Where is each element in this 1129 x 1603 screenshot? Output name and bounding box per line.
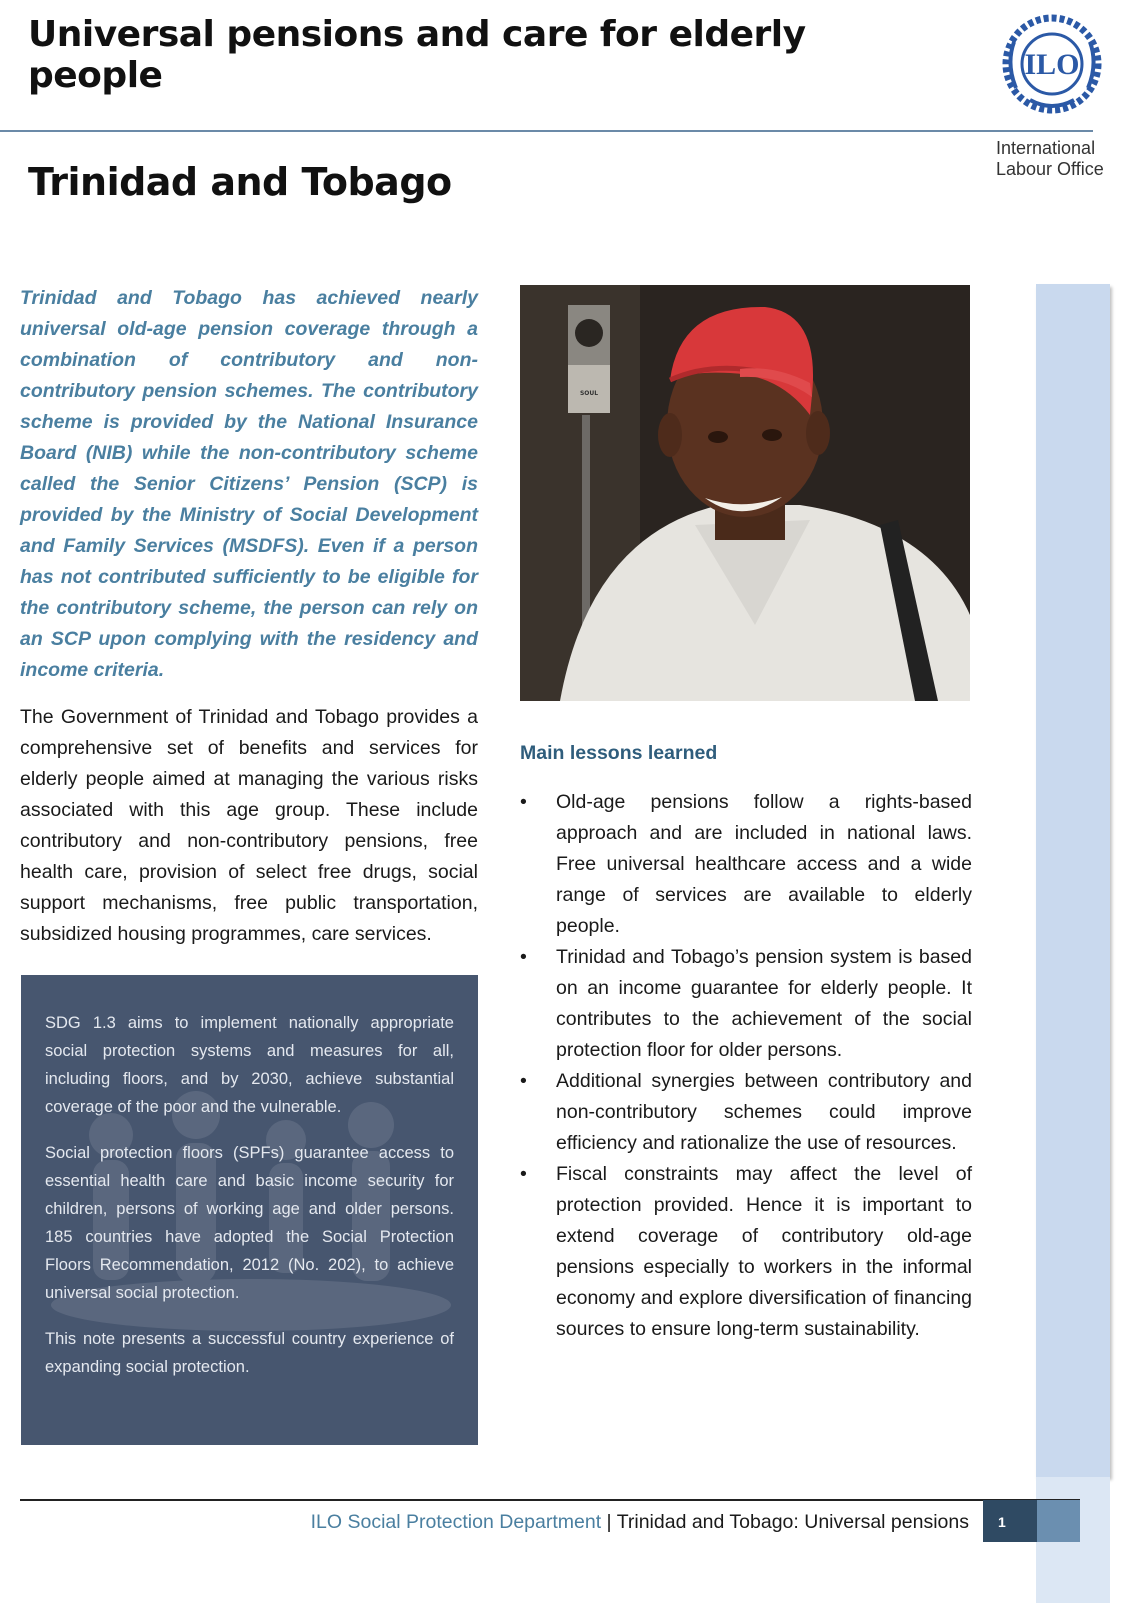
footer-divider — [20, 1499, 1080, 1501]
intro-paragraph: Trinidad and Tobago has achieved nearly universal old-age pension coverage through a combination of contributory and non-contributory pension schemes. The contributory scheme is provided by the National Insurance Board (NIB) while the non-contributory scheme called the Senior Citizens’ Pension (SCP) is provided by the Ministry of Social Development and Family Services (MSDFS). Even if a person has not contributed sufficiently to be eligible for the contributory scheme, the person can rely on an SCP upon complying with the residency and income criteria. — [20, 287, 478, 681]
document-title: Universal pensions and care for elderly people — [28, 14, 806, 96]
lesson-item — [520, 1066, 972, 1159]
bullet: • — [520, 1163, 527, 1185]
elderly-man-photo — [520, 285, 970, 701]
lesson-item — [520, 942, 972, 1066]
note-paragraph: This note presents a successful country experience of expanding social protection. — [45, 1330, 454, 1376]
lesson-text: Trinidad and Tobago’s pension system is based on an income guarantee for elderly people. It contributes to the achievement of the social protection floor for older persons. — [556, 946, 972, 1061]
country-title: Trinidad and Tobago — [28, 160, 452, 204]
bullet: • — [520, 946, 527, 968]
footer-separator: | — [601, 1511, 617, 1533]
spf-paragraph: Social protection floors (SPFs) guarantee access to essential health care and basic income security for children, persons of working age and older persons. 185 countries have adopted the Social Protection Floors Recommendation, 2012 (No. 202), to achieve universal social protection. — [45, 1144, 454, 1302]
decorative-sidebar — [1036, 284, 1110, 1477]
header-divider — [0, 130, 1093, 132]
lesson-text: Additional synergies between contributory and non-contributory schemes could improve efficiency and rationalize the use of resources. — [556, 1070, 972, 1154]
footer-doc-title: Trinidad and Tobago: Universal pensions — [616, 1511, 969, 1533]
lesson-text: Old-age pensions follow a rights-based approach and are included in national laws. Free universal healthcare access and a wide range of services are available to elderly people. — [556, 791, 972, 937]
lesson-item — [520, 1159, 972, 1345]
sdg-paragraph: SDG 1.3 aims to implement nationally appropriate social protection systems and measures for all, including floors, and by 2030, achieve substantial coverage of the poor and the vulnerable. — [45, 1014, 454, 1116]
sign-text: SOUL — [579, 390, 599, 397]
sdg-info-box — [21, 975, 478, 1445]
lesson-item — [520, 787, 972, 942]
org-name: International Labour Office — [996, 138, 1104, 179]
footer-text — [311, 1511, 969, 1534]
bullet: • — [520, 791, 527, 813]
footer-department: ILO Social Protection Department — [310, 1511, 602, 1533]
page-number: 1 — [983, 1500, 1037, 1542]
lessons-list — [520, 787, 972, 1345]
logo-text: ILO — [1024, 48, 1080, 81]
body-paragraph: The Government of Trinidad and Tobago provides a comprehensive set of benefits and services for elderly people aimed at managing the various risks associated with this age group. These include contributory and non-contributory pensions, free health care, provision of select free drugs, social support mechanisms, free public transportation, subsidized housing programmes, care services. — [20, 706, 478, 945]
ilo-logo-icon — [992, 12, 1112, 117]
bullet: • — [520, 1070, 527, 1092]
lesson-text: Fiscal constraints may affect the level of protection provided. Hence it is important to extend coverage of contributory old-age pensions especially to workers in the informal economy and explore diversification of financing sources to ensure long-term sustainability. — [556, 1163, 972, 1340]
lessons-heading: Main lessons learned — [520, 742, 718, 764]
